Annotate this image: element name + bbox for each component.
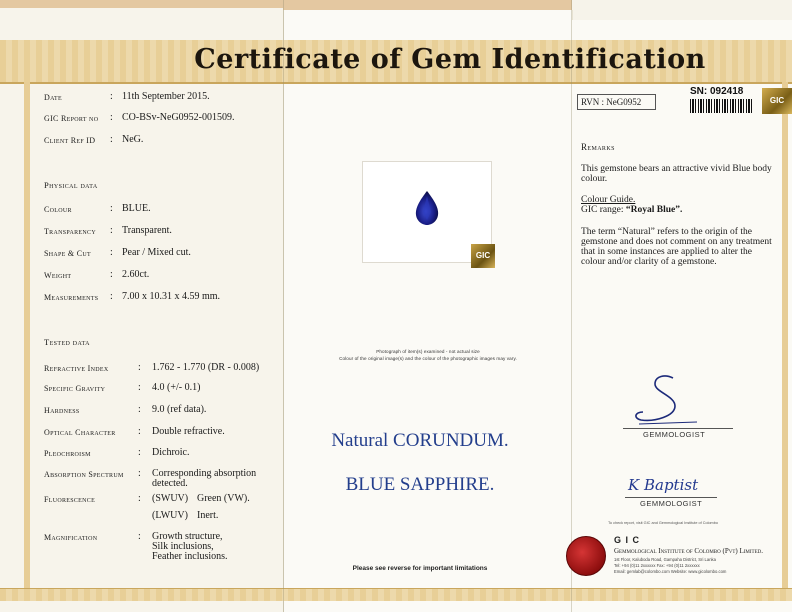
address-line1: 1st Floor, Kaluboda Road, Gampaha District, Sri Lanka (614, 557, 716, 562)
weight-label: Weight (44, 271, 72, 280)
institute-name: Gemmological Institute of Colombo (Pvt) Limited. (614, 547, 763, 555)
photo-caption-line2: Colour of the original image(s) and the colour of the photographic images may vary. (339, 356, 517, 361)
colon: : (138, 404, 141, 415)
date-label: Date (44, 93, 62, 102)
optical-character-value: Double refractive. (152, 426, 225, 437)
decorative-right-border (782, 82, 788, 588)
guide-prefix: GIC range: (581, 205, 626, 215)
measurements-value: 7.00 x 10.31 x 4.59 mm. (122, 291, 221, 302)
gic-hologram-icon: GIC (471, 244, 495, 268)
address-line2: Tel: +94 (0)11 2xxxxxx Fax: +94 (0)11 2xxxxxx (614, 563, 700, 568)
wax-seal-icon (566, 536, 606, 576)
specific-gravity-label: Specific Gravity (44, 384, 106, 393)
guide-range: “Royal Blue”. (625, 205, 683, 215)
fold-line-right (571, 0, 572, 612)
fluorescence-swuv: (SWUV) (152, 493, 189, 504)
gic-logo-icon: GIC (762, 88, 792, 114)
middle-panel (283, 10, 573, 612)
report-no-label: GIC Report no (44, 114, 99, 123)
natural-note-line1: The term “Natural” refers to the origin of the (581, 227, 752, 237)
photo-caption-line1: Photograph of item(s) examined - not actual size (376, 349, 480, 354)
fold-line-left (283, 0, 284, 612)
tested-data-heading: Tested data (44, 337, 90, 347)
signature-2: K Baptist (628, 476, 699, 494)
decorative-left-border (24, 82, 30, 588)
pleochroism-value: Dichroic. (152, 447, 190, 458)
limitations-note: Please see reverse for important limitations (352, 565, 488, 572)
hardness-value: 9.0 (ref data). (152, 404, 207, 415)
colon: : (138, 447, 141, 458)
client-ref-label: Client Ref ID (44, 136, 96, 145)
hardness-label: Hardness (44, 406, 80, 415)
refractive-index-label: Refractive Index (44, 364, 109, 373)
gic-wordmark: G I C (614, 535, 641, 545)
magnification-value-line3: Feather inclusions. (152, 551, 228, 562)
colon: : (138, 382, 141, 393)
refractive-index-value: 1.762 - 1.770 (DR - 0.008) (152, 362, 260, 373)
transparency-label: Transparency (44, 227, 96, 236)
barcode-icon (690, 99, 752, 113)
fluorescence-swuv-value: Green (VW). (197, 493, 250, 504)
magnification-value-line2: Silk inclusions, (152, 541, 214, 552)
address-line3: Email: gemlab@colombo.com Website: www.gicolombo.com (614, 569, 727, 574)
physical-data-heading: Physical data (44, 180, 98, 190)
colon: : (110, 134, 113, 145)
colon: : (138, 531, 141, 542)
signature-line-2 (625, 497, 717, 498)
colon: : (110, 112, 113, 123)
colon: : (138, 468, 141, 479)
colon: : (110, 91, 113, 102)
certificate-title: Certificate of Gem Identification (194, 44, 706, 75)
identification-variety: BLUE SAPPHIRE. (345, 474, 495, 495)
optical-character-label: Optical Character (44, 428, 116, 437)
fluorescence-lwuv-value: Inert. (197, 510, 219, 521)
natural-note-line4: colour and/or clarity of a gemstone. (581, 257, 717, 267)
measurements-label: Measurements (44, 293, 99, 302)
colon: : (138, 362, 141, 373)
signature-1-icon (625, 372, 705, 430)
colon: : (138, 493, 141, 504)
client-ref-value: NeG. (122, 134, 144, 145)
fluorescence-label: Fluorescence (44, 495, 96, 504)
verification-caption: To check report, visit GIC and Gemmological Institute of Colombo (608, 521, 718, 525)
colour-guide-title: Colour Guide. (581, 195, 636, 205)
absorption-value-line1: Corresponding absorption (152, 468, 257, 479)
weight-value: 2.60ct. (122, 269, 150, 280)
shape-cut-label: Shape & Cut (44, 249, 91, 258)
fluorescence-lwuv: (LWUV) (152, 510, 188, 521)
colour-guide-text (581, 205, 791, 215)
colour-label: Colour (44, 205, 72, 214)
shape-cut-value: Pear / Mixed cut. (122, 247, 191, 258)
date-value: 11th September 2015. (122, 91, 210, 102)
decorative-bottom-border (0, 588, 792, 601)
absorption-spectrum-label: Absorption Spectrum (44, 470, 124, 479)
colon: : (110, 247, 113, 258)
colon: : (110, 291, 113, 302)
magnification-value-line1: Growth structure, (152, 531, 223, 542)
colon: : (110, 225, 113, 236)
remark-line1: This gemstone bears an attractive vivid Blue body (581, 164, 772, 174)
serial-number: SN: 092418 (690, 86, 744, 97)
absorption-value-line2: detected. (152, 478, 188, 489)
colon: : (110, 269, 113, 280)
gemmologist-caption-2: GEMMOLOGIST (640, 499, 703, 508)
magnification-label: Magnification (44, 533, 98, 542)
rvn-box: RVN : NeG0952 (577, 94, 656, 110)
gemmologist-caption-1: GEMMOLOGIST (643, 430, 706, 439)
pleochroism-label: Pleochroism (44, 449, 91, 458)
remark-line2: colour. (581, 174, 608, 184)
report-no-value: CO-BSv-NeG0952-001509. (122, 112, 235, 123)
natural-note-line3: that in some instances are applied to alter the (581, 247, 752, 257)
colon: : (138, 426, 141, 437)
signature-line-1 (623, 428, 733, 429)
blue-sapphire-gem-icon (414, 190, 440, 226)
colon: : (110, 203, 113, 214)
remarks-heading: Remarks (581, 142, 615, 152)
transparency-value: Transparent. (122, 225, 172, 236)
specific-gravity-value: 4.0 (+/- 0.1) (152, 382, 201, 393)
identification-species: Natural CORUNDUM. (331, 430, 509, 451)
colour-value: BLUE. (122, 203, 151, 214)
natural-note-line2: gemstone and does not comment on any treatment (581, 237, 772, 247)
